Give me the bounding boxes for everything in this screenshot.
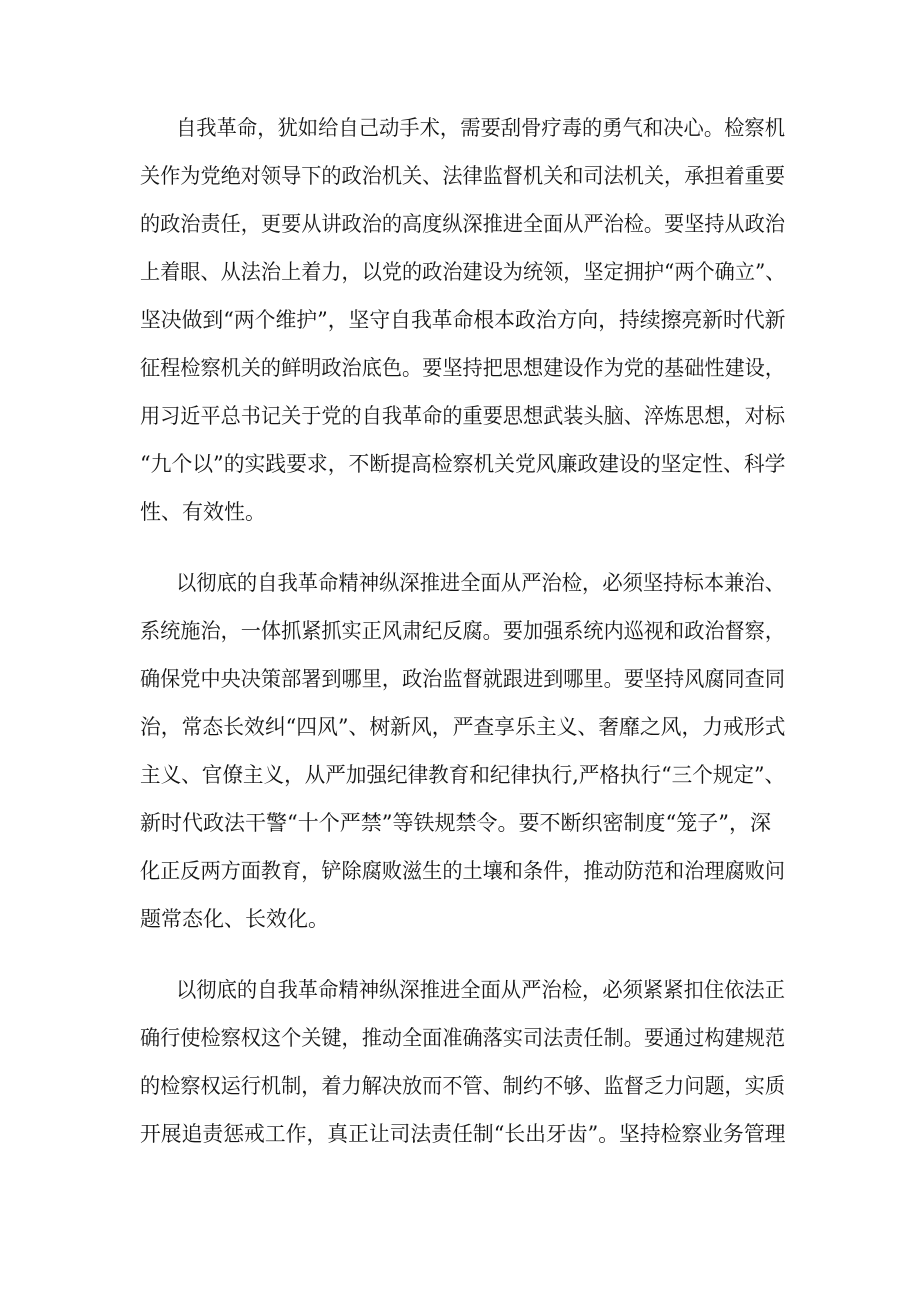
paragraph-1-line-8: “九个以”的实践要求，不断提高检察机关党风廉政建设的坚定性、科学	[140, 452, 786, 476]
paragraph-3-line-3: 的检察权运行机制，着力解决放而不管、制约不够、监督乏力问题，实质	[140, 1074, 785, 1098]
paragraph-1-line-3: 的政治责任，更要从讲政治的高度纵深推进全面从严治检。要坚持从政治	[140, 212, 785, 236]
paragraph-2-line-5: 主义、官僚主义，从严加强纪律教育和纪律执行,严格执行“三个规定”、	[140, 763, 786, 787]
paragraph-2-line-3: 确保党中央决策部署到哪里，政治监督就跟进到哪里。要坚持风腐同查同	[140, 667, 785, 691]
paragraph-3-line-2: 确行使检察权这个关键，推动全面准确落实司法责任制。要通过构建规范	[140, 1026, 785, 1050]
paragraph-1-line-2: 关作为党绝对领导下的政治机关、法律监督机关和司法机关，承担着重要	[140, 164, 785, 188]
paragraph-2-line-1: 以彻底的自我革命精神纵深推进全面从严治检，必须坚持标本兼治、	[176, 571, 786, 595]
paragraph-3-line-4: 开展追责惩戒工作，真正让司法责任制“长出牙齿”。坚持检察业务管理	[140, 1122, 786, 1146]
paragraph-2-line-7: 化正反两方面教育，铲除腐败滋生的土壤和条件，推动防范和治理腐败问	[140, 859, 785, 883]
paragraph-1-line-9: 性、有效性。	[140, 500, 266, 524]
paragraph-2-line-2: 系统施治，一体抓紧抓实正风肃纪反腐。要加强系统内巡视和政治督察，	[140, 619, 785, 643]
paragraph-3-line-1: 以彻底的自我革命精神纵深推进全面从严治检，必须紧紧扣住依法正	[176, 978, 786, 1002]
paragraph-2-line-8: 题常态化、长效化。	[140, 907, 329, 931]
paragraph-2-line-4: 治，常态长效纠“四风”、树新风，严查享乐主义、奢靡之风，力戒形式	[140, 715, 786, 739]
paragraph-1-line-1: 自我革命，犹如给自己动手术，需要刮骨疗毒的勇气和决心。检察机	[176, 116, 786, 140]
paragraph-2-line-6: 新时代政法干警“十个严禁”等铁规禁令。要不断织密制度“笼子”，深	[140, 811, 771, 835]
paragraph-1-line-7: 用习近平总书记关于党的自我革命的重要思想武装头脑、淬炼思想，对标	[140, 404, 785, 428]
paragraph-1-line-6: 征程检察机关的鲜明政治底色。要坚持把思想建设作为党的基础性建设，	[140, 356, 785, 380]
paragraph-1-line-5: 坚决做到“两个维护”，坚守自我革命根本政治方向，持续擦亮新时代新	[140, 308, 786, 332]
paragraph-1-line-4: 上着眼、从法治上着力，以党的政治建设为统领，坚定拥护“两个确立”、	[140, 260, 786, 284]
